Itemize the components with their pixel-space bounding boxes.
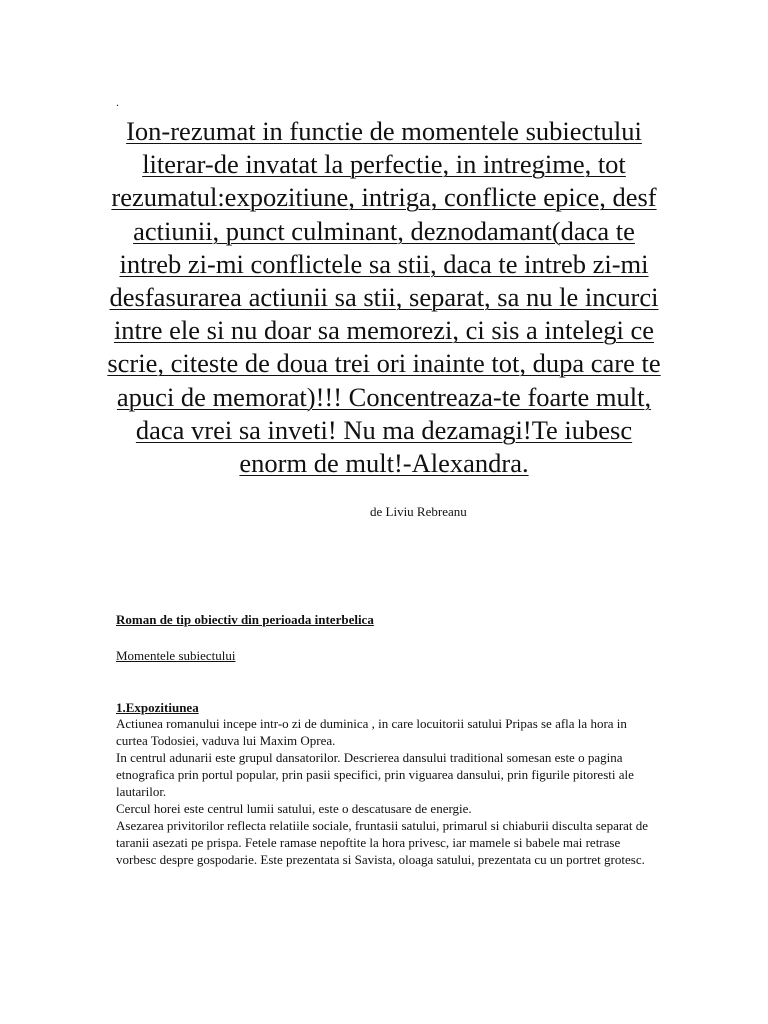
section-body [116,715,656,868]
paragraph: Actiunea romanului incepe intr-o zi de duminica , in care locuitorii satului Pripas se afla la hora in curtea Todosiei, vaduva lui Maxim Oprea. [116,716,627,748]
stray-dot: . [116,95,119,109]
paragraph: Asezarea privitorilor reflecta relatiile sociale, fruntasii satului, primarul si chiaburii disculta separat de taranii asezati pe prispa. Fetele ramase nepoftite la hora privesc, iar mamele si babele mai retrase vorbesc despre gospodarie. Este prezentata si Savista, oloaga satului, prezentata cu un portret grotesc. [116,818,649,867]
section-heading: 1.Expozitiunea [116,700,199,715]
genre-heading: Roman de tip obiectiv din perioada interbelica [116,612,374,627]
paragraph: In centrul adunarii este grupul dansatorilor. Descrierea dansului traditional somesan este o pagina etnografica prin portul popular, prin pasii specifici, prin viguarea dansului, prin figurile pitoresti ale lautarilor. [116,750,634,799]
moments-heading: Momentele subiectului [116,648,236,663]
paragraph: Cercul horei este centrul lumii satului, este o descatusare de energie. [116,801,472,816]
author-byline: de Liviu Rebreanu [370,504,467,519]
document-title: Ion-rezumat in functie de momentele subiectului literar-de invatat la perfectie, in intregime, tot rezumatul:expozitiune, intriga, conflicte epice, desf actiunii, punct culminant, deznodamant(daca te intreb zi-mi conflictele sa stii, daca te intreb zi-mi desfasurarea actiunii sa stii, separat, sa nu le incurci intre ele si nu doar sa memorezi, ci sis a intelegi ce scrie, citeste de doua trei ori inainte tot, dupa care te apuci de memorat)!!! Concentreaza-te foarte mult, daca vrei sa inveti! Nu ma dezamagi!Te iubesc enorm de mult!-Alexandra. [107,116,661,479]
